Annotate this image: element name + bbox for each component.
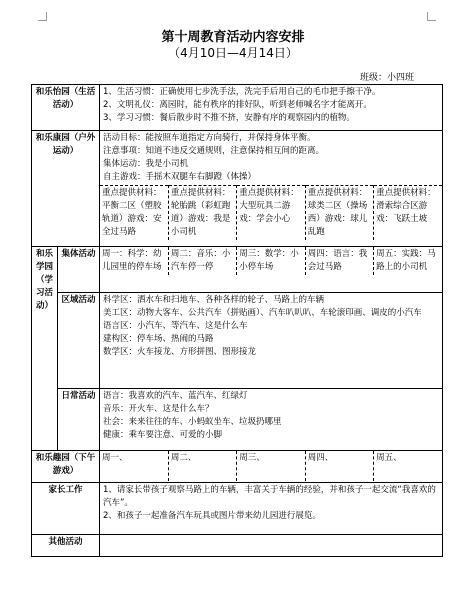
life-activities-content bbox=[100, 85, 443, 131]
outdoor-zone: 重点提供材料：大型玩具二游戏：学会小心 bbox=[237, 186, 305, 241]
area-label: 区域活动 bbox=[58, 293, 100, 389]
outdoor-activities-label: 和乐康园（户外运动） bbox=[32, 131, 100, 247]
collective-days bbox=[100, 247, 442, 275]
outdoor-item: 活动目标：能按照车道指定方向骑行，并保持身体平衡。 bbox=[103, 133, 316, 143]
outdoor-zone: 重点提供材料：轮胎跳（彩虹跑道）游戏：我是小司机 bbox=[168, 186, 236, 241]
collective-day: 周四：语言：我会过马路 bbox=[305, 247, 373, 275]
area-item: 语言区：小汽车、等汽车、这是什么车 bbox=[103, 321, 248, 331]
schedule-table bbox=[31, 84, 443, 557]
life-activities-label: 和乐怡园（生活活动） bbox=[32, 85, 100, 131]
afternoon-day: 周三、 bbox=[237, 451, 305, 481]
row-other-activities bbox=[32, 535, 443, 557]
afternoon-content bbox=[100, 451, 443, 483]
row-life-activities bbox=[32, 85, 443, 131]
outdoor-item: 集体运动：我是小司机 bbox=[103, 159, 189, 169]
row-area-activities bbox=[32, 293, 443, 389]
outdoor-item: 自主游戏：手摇木双腿车右脚蹬（体操） bbox=[103, 172, 257, 182]
outdoor-zone: 重点提供材料：球类二区（操场西）游戏：球儿乱跑 bbox=[305, 186, 373, 241]
afternoon-day: 周四、 bbox=[305, 451, 373, 481]
page-title: 第十周教育活动内容安排 bbox=[161, 30, 305, 45]
date-range: （4月10日—4月14日） bbox=[168, 46, 298, 60]
margin-corner-mark bbox=[427, 12, 436, 21]
parent-item: 1、请家长带孩子观察马路上的车辆，丰富关于车辆的经验，并和孩子一起交流“我喜欢的汽车”。 bbox=[103, 485, 436, 508]
outdoor-zone: 重点提供材料：平衡二区（塑胶轨道）游戏：安全过马路 bbox=[102, 188, 162, 237]
daily-content bbox=[100, 389, 443, 451]
daily-item: 音乐：开火车、这是什么车？ bbox=[103, 404, 214, 414]
collective-label: 集体活动 bbox=[58, 247, 100, 293]
outdoor-item: 注意事项：知道不违反交通规则，注意保持相互间的距离。 bbox=[103, 146, 325, 156]
daily-item: 语言：我喜欢的汽车、蓝汽车、红绿灯 bbox=[103, 391, 248, 401]
row-daily-activities bbox=[32, 389, 443, 451]
afternoon-days bbox=[100, 451, 442, 481]
daily-item: 健康：乘车要注意、可爱的小脚 bbox=[103, 430, 223, 440]
row-afternoon-games bbox=[32, 451, 443, 483]
row-collective-activities bbox=[32, 247, 443, 293]
afternoon-day: 周二、 bbox=[168, 451, 236, 481]
life-item: 1、生活习惯：正确使用七步洗手法，洗完手后用自己的毛巾把手擦干净。 bbox=[103, 87, 381, 97]
other-activities-content bbox=[100, 535, 443, 557]
afternoon-day: 周五、 bbox=[374, 451, 442, 481]
collective-day: 周一：科学：幼儿园里的停车场 bbox=[102, 249, 162, 272]
life-item: 2、文明礼仪：离园时，能有秩序的排好队，听到老师喊名字才能离开。 bbox=[103, 100, 372, 110]
collective-day: 周五：实践：马路上的小司机 bbox=[374, 247, 442, 275]
area-item: 建构区：停车场、热闹的马路 bbox=[103, 334, 214, 344]
afternoon-day: 周一、 bbox=[102, 453, 128, 463]
collective-content bbox=[100, 247, 443, 293]
afternoon-label: 和乐趣园（下午游戏） bbox=[32, 451, 100, 483]
parent-work-label: 家长工作 bbox=[32, 483, 100, 535]
daily-label: 日常活动 bbox=[58, 389, 100, 451]
life-item: 3、学习习惯：餐后散步时不推不挤，安静有序的观察园内的植物。 bbox=[103, 113, 355, 123]
outdoor-zones bbox=[100, 185, 442, 240]
area-item: 科学区：洒水车和扫地车、各种各样的轮子、马路上的车辆 bbox=[103, 295, 325, 305]
outdoor-activities-content bbox=[100, 131, 443, 247]
class-info: 班级：小四班 bbox=[359, 73, 414, 83]
row-parent-work bbox=[32, 483, 443, 535]
daily-item: 社会：来来往往的车、小蚂蚁坐车、垃圾扔哪里 bbox=[103, 417, 282, 427]
collective-day: 周二：音乐：小汽车停一停 bbox=[168, 247, 236, 275]
area-content bbox=[100, 293, 443, 389]
outdoor-zone: 重点提供材料：滑索综合区游戏：飞跃土坡 bbox=[374, 186, 442, 241]
parent-item: 2、和孩子一起准备汽车玩具或图片带来幼儿园进行展览。 bbox=[103, 511, 321, 521]
area-item: 数学区：火车接龙、方形拼图、图形接龙 bbox=[103, 347, 257, 357]
parent-work-content bbox=[100, 483, 443, 535]
area-item: 美工区：动物大客车、公共汽车（拼贴画）、汽车叭叭叭、车轮滚印画、调皮的小汽车 bbox=[103, 308, 422, 318]
other-activities-label: 其他活动 bbox=[32, 535, 100, 557]
collective-day: 周三：数学：小小停车场 bbox=[237, 247, 305, 275]
learning-label: 和乐学园（学习活动） bbox=[32, 247, 58, 451]
margin-corner-mark bbox=[38, 12, 47, 21]
row-outdoor-activities bbox=[32, 131, 443, 247]
